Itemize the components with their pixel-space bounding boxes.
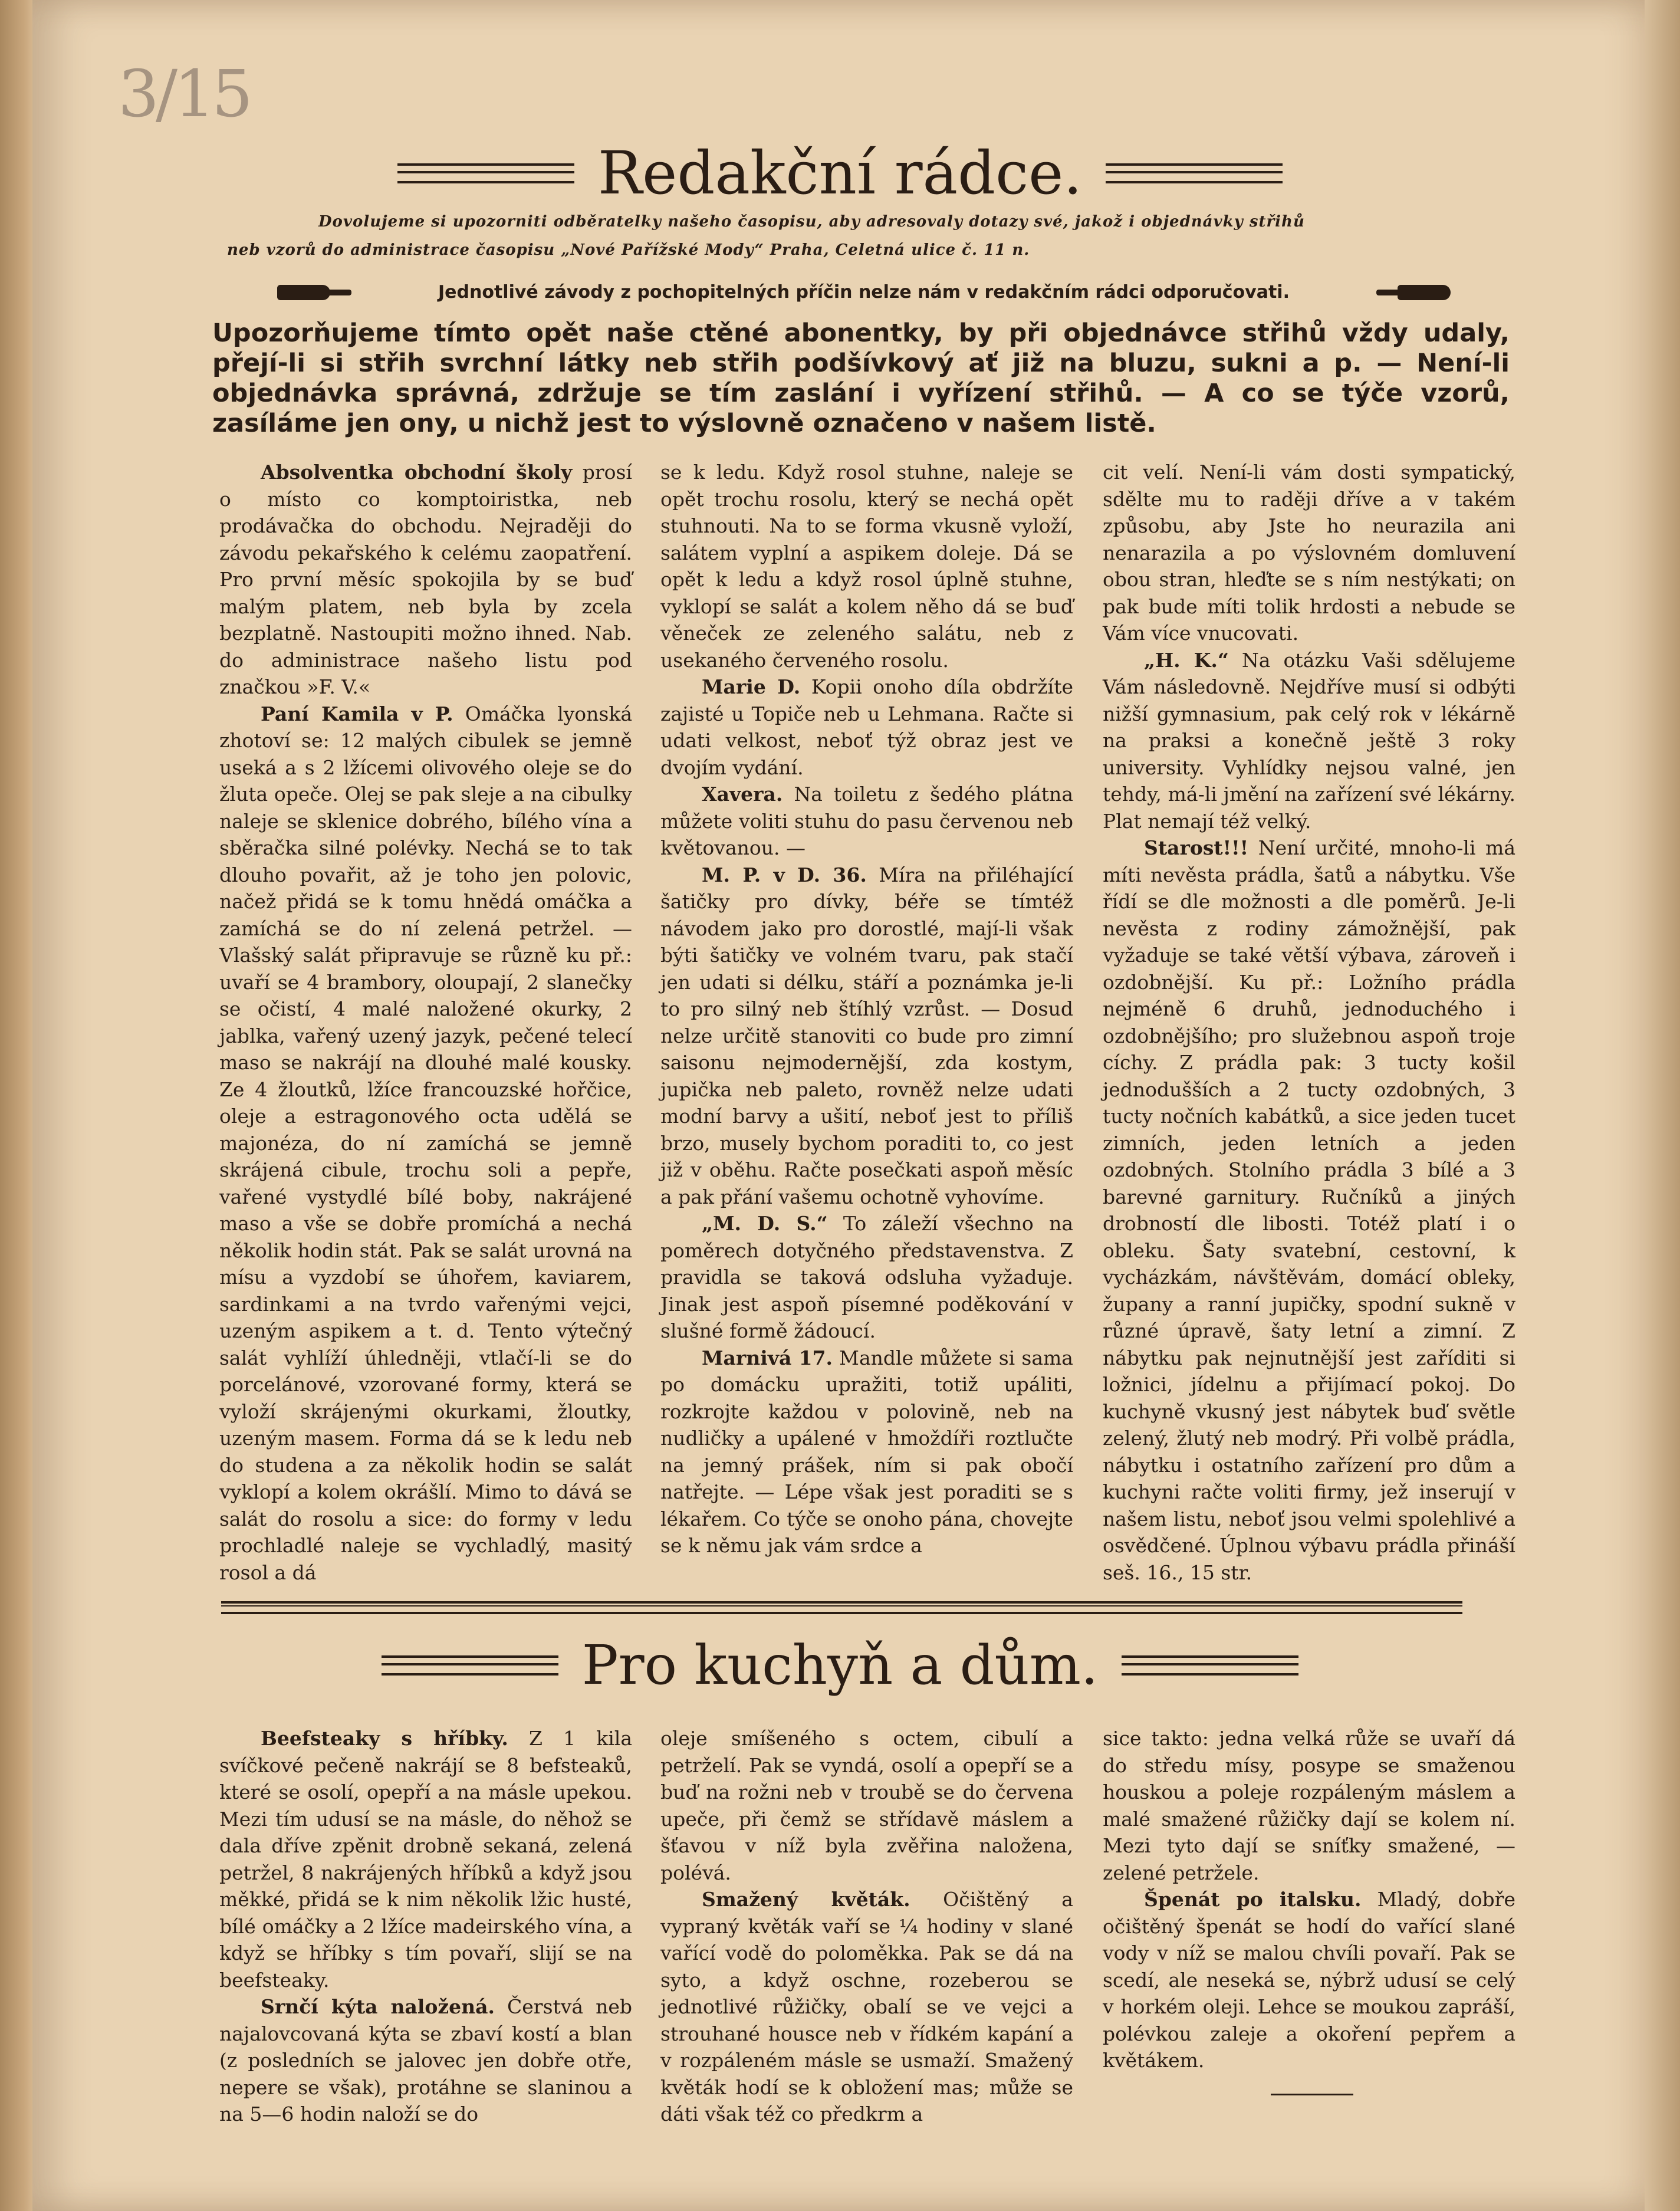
entry-heading: Paní Kamila v P. — [261, 702, 453, 725]
recipe-text: Z 1 kila svíčkové pečeně nakrájí se 8 befsteaků, které se osolí, opepří a na másle upekou. Mezi tím udusí se na másle, do něhož se dala dříve zpěnit drobně sekaná, zelená petržel, 8 nakrájených hříbků a když jsou měkké, přidá se k nim několik lžic husté, bílé omáčky a 2 lžíce madeirského vína, a když se hříbky s tím povaří, slijí se na beefsteaky. — [219, 1727, 632, 1992]
entry-text: Na otázku Vaši sdělujeme Vám následovně. Nejdříve musí si odbýti nižší gymnasium, pak celý rok v lékárně na praksi a konečně ještě 3 roky university. Vyhlídky nejsou valné, jen tehdy, má-li jmění na zařízení své lékárny. Plat nemají též velký. — [1103, 648, 1516, 833]
entry-text: To záleží všechno na poměrech dotyčného představenstva. Z pravidla se taková odsluha vyžaduje. Jinak jest aspoň písemné poděkování v slušné formě žádoucí. — [660, 1212, 1073, 1342]
recipe-heading: Smažený květák. — [702, 1888, 910, 1911]
entry-heading: „M. D. S.“ — [702, 1212, 828, 1235]
recipe-heading: Beefsteaky s hříbky. — [261, 1727, 508, 1750]
kuchyne-column-3 — [1103, 1725, 1515, 2074]
entry-text: Omáčka lyonská zhotoví se: 12 malých cibulek se jemně useká a s 2 lžícemi olivového oleje se do žluta opeče. Olej se pak sleje a na cibulky naleje se sklenice dobrého, bílého vína a sběračka silné polévky. Nechá se to tak dlouho povařit, až je toho jen polovic, načež přidá se k tomu hnědá omáčka a zamíchá se do ní zelená petržel. — Vlašský salát připravuje se různě ku př.: uvaří se 4 brambory, oloupají, 2 slanečky se očistí, 4 malé naložené okurky, 2 jablka, vařený uzený jazyk, pečené telecí maso se nakrájí na dlouhé malé kousky. Ze 4 žloutků, lžíce francouzské hořčice, oleje a estragonového octa udělá se majonéza, do ní zamíchá se jemně skrájená cibule, trochu soli a pepře, vařené vystydlé bílé boby, nakrájené maso a vše se dobře promíchá a nechá několik hodin stát. Pak se salát urovná na mísu a vyzdobí se úhořem, kaviarem, sardinkami a na tvrdo vařenými vejci, uzeným aspikem a t. d. Tento výtečný salát vyhlíží úhledněji, vtlačí-li se do porcelánové, vzorované formy, která se vyloží skrájenými okurkami, žloutky, uzeným masem. Forma dá se k ledu neb do studena a za několik hodin se salát vyklopí a kolem okrášlí. Mimo to dává se salát do rosolu a sice: do formy v ledu prochladlé naleje se vychladlý, masitý rosol a dá — [219, 702, 632, 1584]
kuchyne-column-2 — [660, 1725, 1073, 2128]
recipe-text: Očištěný a vypraný květák vaří se ¼ hodiny v slané vařící vodě do poloměkka. Pak se dá na syto, a když oschne, rozeberou se jednotlivé růžičky, obalí se ve vejci a strouhané housce neb v řídkém kapání a v rozpáleném másle se usmaží. Smažený květák hodí se k obložení mas; může se dáti však též co předkrm a — [660, 1888, 1073, 2125]
entry-text: Na toiletu z šedého plátna můžete voliti stuhu do pasu červenou neb květovanou. — — [660, 783, 1073, 859]
recipe-text: Mladý, dobře očištěný špenát se hodí do vařící slané vody v níž se malou chvíli povaří. Pak se scedí, ale neseká se, nýbrž udusí se celý v horkém oleji. Lehce se moukou zapráší, polévkou zaleje a okoření pepřem a květákem. — [1103, 1888, 1515, 2072]
section-title: Pro kuchyň a dům. — [581, 1634, 1099, 1697]
entry-text: Mandle můžete si sama po domácku upražiti, totiž upáliti, rozkrojte každou v polovině, neb na nudličky a upálené v hmoždíři roztlučte na jemný prášek, ním si pak obočí natřejte. — Lépe však jest poraditi se s lékařem. Co týče se onoho pána, chovejte se k němu jak vám srdce a — [660, 1346, 1073, 1557]
kuchyne-column-1 — [219, 1725, 632, 2128]
entry-heading: M. P. v D. 36. — [702, 863, 867, 886]
entry-text: prosí o místo co komptoiristka, neb prodávačka do obchodu. Nejraději do závodu pekařského k celému zaopatření. Pro první měsíc spokojila by se buď malým platem, neb byla by zcela bezplatně. Nastoupiti možno ihned. Nab. do administrace našeho listu pod značkou »F. V.« — [219, 461, 632, 698]
entry-text: cit velí. Není-li vám dosti sympatický, sdělte mu to raději dříve a v takém způsobu, aby Jste ho neurazila ani nenarazila a po výslovném domluvení obou stran, hleďte se s ním nestýkati; on pak bude míti tolik hrdosti a nebude se Vám více vnucovati. — [1103, 461, 1515, 645]
redakce-column-2 — [660, 459, 1073, 1559]
notice-line-1: Dovolujeme si upozorniti odběratelky našeho časopisu, aby adresovaly dotazy své, jakož i objednávky střihů — [318, 213, 1305, 231]
redakce-column-1 — [219, 459, 632, 1586]
entry-heading: Marie D. — [702, 675, 801, 698]
entry-heading: Xavera. — [702, 783, 783, 806]
recipe-text: Čerstvá neb najalovcovaná kýta se zbaví kostí a blan (z posledních se jalovec jen dobře otře, nepere se však), protáhne se slaninou a na 5—6 hodin naloží se do — [219, 1995, 632, 2125]
section-rule-right — [1122, 1655, 1298, 1676]
entry-text: Míra na přiléhající šatičky pro dívky, béře se tímtéž návodem jako pro dorostlé, mají-li však býti šatičky ve volném tvaru, pak stačí jen udati si délku, stáří a poznámka je-li to pro silný neb štíhlý vzrůst. — Dosud nelze určitě stanoviti co bude pro zimní saisonu nejmodernější, zda kostym, jupička neb paleto, rovněž nelze udati modní barvy a ušití, neboť jest to příliš brzo, musely bychom poraditi to, co jest již v oběhu. Račte posečkati aspoň měsíc a pak přání vašemu ochotně vyhovíme. — [660, 863, 1073, 1208]
entry-heading: Marnivá 17. — [702, 1346, 833, 1369]
page-title: Redakční rádce. — [597, 139, 1083, 208]
recipe-text: sice takto: jedna velká růže se uvaří dá do středu mísy, posype se smaženou houskou a poleje rozpáleným máslem a malé smažené růžičky dají se kolem ní. Mezi tyto dají se sníťky smažené, — zelené petrželе. — [1103, 1727, 1515, 1884]
handwritten-mark: 3/15 — [118, 56, 250, 132]
recipe-heading: Srnčí kýta naložená. — [261, 1995, 495, 2018]
title-rule-left — [397, 163, 574, 183]
order-notice: Upozorňujeme tímto opět naše ctěné abonentky, by při objednávce střihů vždy udaly, přejí-li si střih svrchní látky neb střih podšívkový ať již na bluzu, sukni a p. — Není-li objednávka správná, zdržuje se tím zaslání i vyřízení střihů. — A co se týče vzorů, zasíláme jen ony, u nichž jest to výslovně označeno v našem listě. — [212, 318, 1510, 438]
entry-heading: Absolventka obchodní školy — [261, 461, 573, 484]
title-rule-right — [1106, 163, 1283, 183]
entry-heading: Starost!!! — [1144, 836, 1249, 859]
entry-text: se k ledu. Když rosol stuhne, naleje se opět trochu rosolu, který se nechá opět stuhnouti. Na to se forma vkusně vyloží, salátem vyplní a aspikem doleje. Dá se opět k ledu a když rosol úplně stuhne, vyklopí se salát a kolem něho dá se buď věneček ze zeleného salátu, neb z usekaného červeného rosolu. — [660, 461, 1073, 672]
redakce-column-3 — [1103, 459, 1515, 1586]
banner-text: Jednotlivé závody z pochopitelných příčin nelze nám v redakčním rádci odporučovati. — [438, 282, 1290, 303]
notice-line-2: neb vzorů do administrace časopisu „Nové Pařížské Mody“ Praha, Celetná ulice č. 11 n. — [227, 241, 1030, 259]
title-row — [0, 139, 1680, 208]
end-rule — [1271, 2094, 1353, 2095]
entry-text: Není určité, mnoho-li má míti nevěsta prádla, šatů a nábytku. Vše řídí se dle možnosti a dle poměrů. Je-li nevěsta z rodiny zámožnější, pak vyžaduje se také větší výbava, zároveň i ozdobnější. Ku př.: Ložního prádla nejméně 6 druhů, jednoduchého i ozdobnějšího; pro služebnou aspoň troje cíchy. Z prádla pak: 3 tucty košil jednodušších a 2 tucty ozdobných, 3 tucty nočních kabátků, a sice jeden tucet zimních, jeden letních a jeden ozdobných. Stolního prádla 3 bílé a 3 barevné garnitury. Ručníků a jiných drobností dle libosti. Totéž platí i o obleku. Šaty svatební, cestovní, k vycházkám, návštěvám, domácí obleky, župany a ranní jupičky, spodní sukně v různé úpravě, šaty letní a zimní. Z nábytku pak nejnutnější jest zaříditi si ložnici, jídelnu a přijímací pokoj. Do kuchyně vkusný jest nábytek buď světle zelený, žlutý neb modrý. Při volbě prádla, nábytku i ostatního zařízení pro dům a kuchyni račte voliti firmy, jež inserují v našem listu, neboť jsou velmi spolehlivé a osvědčené. Úplnou výbavu prádla přináší seš. 16., 15 str. — [1103, 836, 1515, 1584]
section-title-row — [0, 1634, 1680, 1697]
section-rule-left — [382, 1655, 558, 1676]
entry-heading: „H. K.“ — [1144, 648, 1229, 672]
recipe-text: oleje smíšeného s octem, cibulí a petrželí. Pak se vyndá, osolí a opepří se a buď na rožni neb v troubě se do červena upeče, při čemž se střídavě máslem a šťavou v níž byla zvěřina naložena, polévá. — [660, 1727, 1073, 1884]
pointing-hand-right-icon — [277, 285, 330, 300]
recommendation-banner — [277, 282, 1451, 303]
recipe-heading: Špenát po italsku. — [1144, 1888, 1362, 1911]
pointing-hand-left-icon — [1398, 285, 1451, 300]
page-edge — [1645, 0, 1680, 2211]
section-separator — [221, 1601, 1462, 1614]
entry-text: Kopii onoho díla obdržíte zajisté u Topiče neb u Lehmana. Račte si udati velkost, neboť týž obraz jest ve dvojím vydání. — [660, 675, 1073, 779]
